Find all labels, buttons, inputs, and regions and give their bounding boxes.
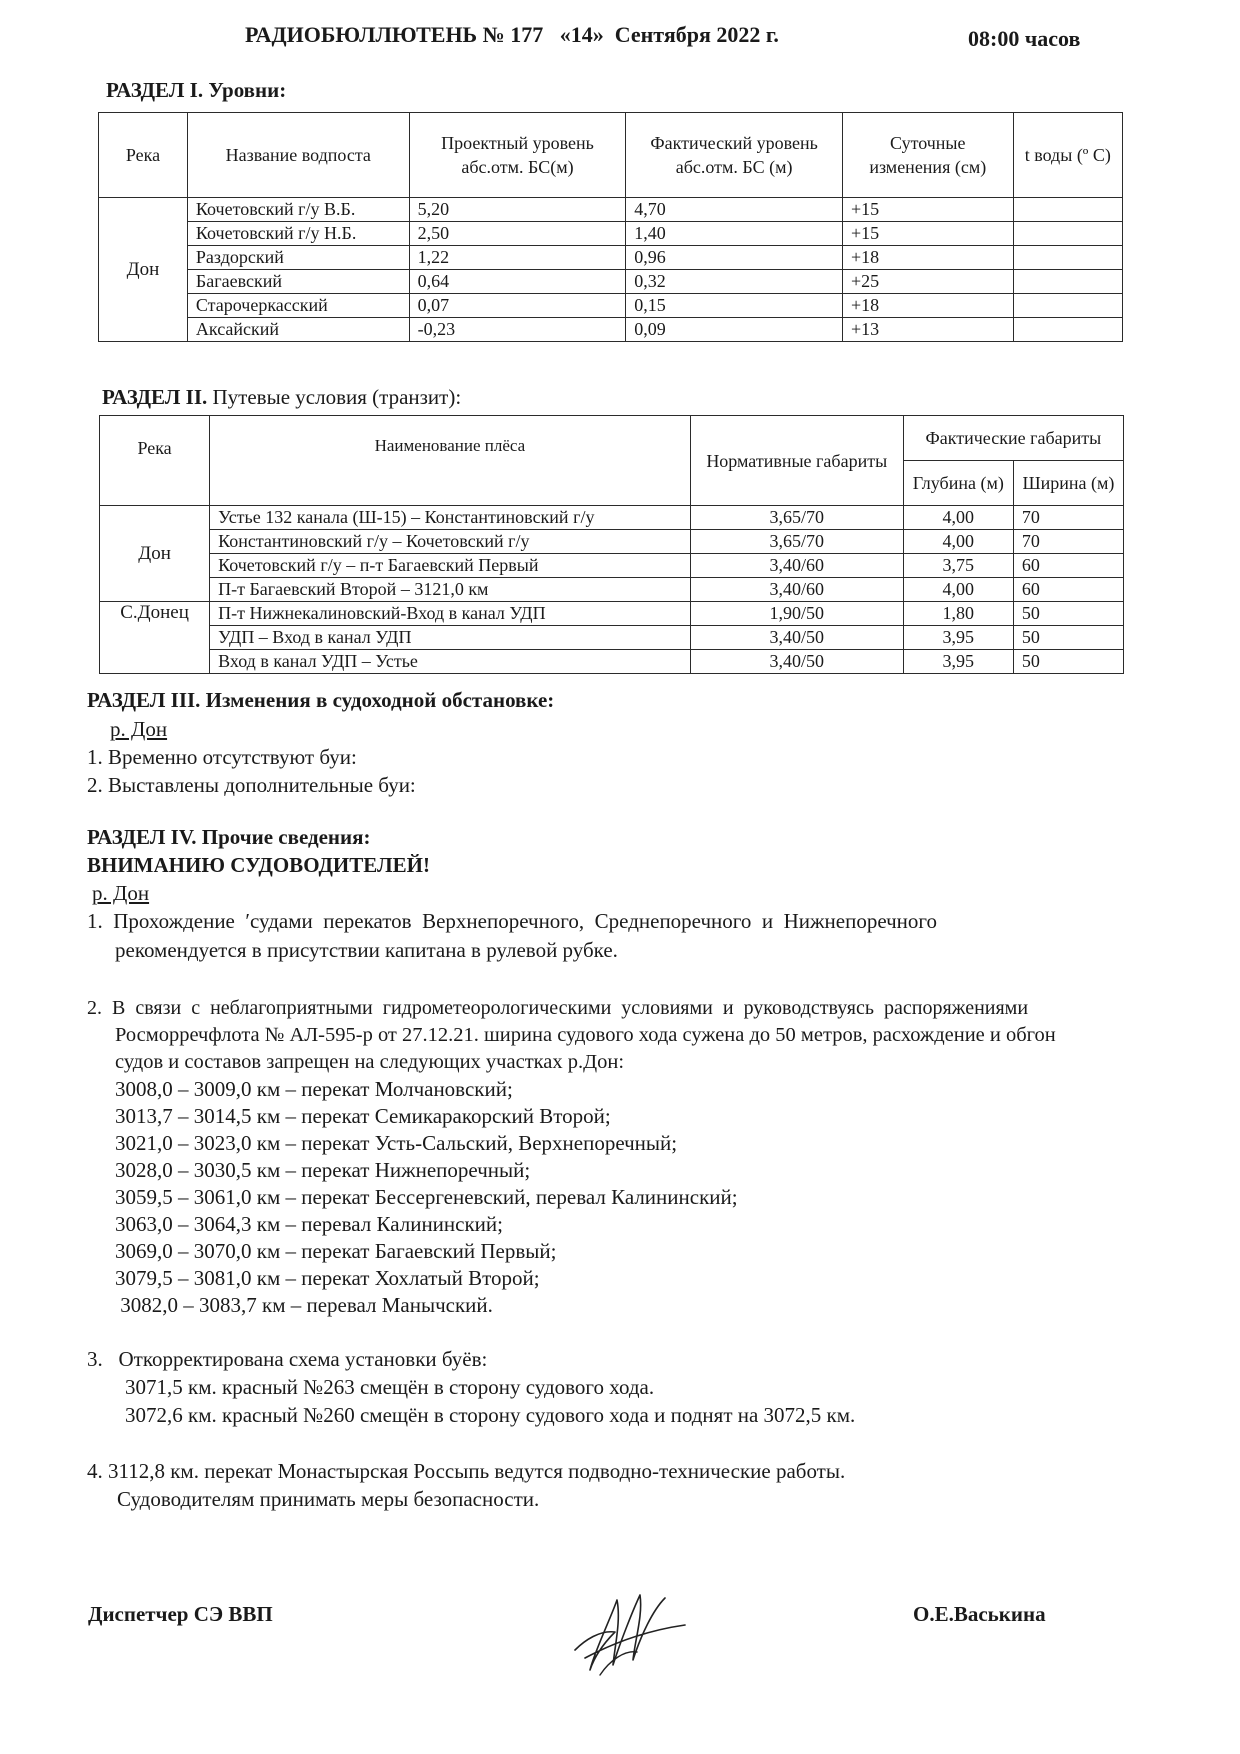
bulletin-title: РАДИОБЮЛЛЮТЕНЬ № 177 «14» Сентября 2022 г. [245, 22, 779, 47]
design-level: 5,20 [409, 198, 626, 222]
table-row [100, 602, 1124, 626]
section4-title: РАЗДЕЛ IV. Прочие сведения: [87, 825, 371, 849]
col-reach: Наименование плёса [210, 416, 691, 506]
river-cell: Дон [100, 506, 210, 602]
item1-line1: 1. Прохождение ʹсудами перекатов Верхнепоречного, Среднепоречного и Нижнепоречного [87, 909, 938, 933]
actual-width: 50 [1013, 602, 1123, 626]
normative-dims: 1,90/50 [690, 602, 903, 626]
table-row [99, 318, 1123, 342]
gauge-name: Кочетовский г/у Н.Б. [187, 222, 409, 246]
actual-width: 70 [1013, 530, 1123, 554]
gauge-name: Старочеркасский [187, 294, 409, 318]
item2-line2: Росморречфлота № АЛ-595-р от 27.12.21. ширина судового хода сужена до 50 метров, расхождение и обгон [115, 1024, 1056, 1046]
table-row [99, 270, 1123, 294]
actual-width: 60 [1013, 554, 1123, 578]
reach-name: П-т Багаевский Второй – 3121,0 км [210, 578, 691, 602]
gauge-name: Аксайский [187, 318, 409, 342]
item2-line3: судов и составов запрещен на следующих участках р.Дон: [115, 1051, 625, 1073]
col-design-level: Проектный уровень абс.отм. БС(м) [409, 113, 626, 198]
item4-line1: 4. 3112,8 км. перекат Монастырская Россыпь ведутся подводно-технические работы. [87, 1459, 846, 1483]
reach-name: Константиновский г/у – Кочетовский г/у [210, 530, 691, 554]
reach-name: П-т Нижнекалиновский-Вход в канал УДП [210, 602, 691, 626]
restricted-sections-list [115, 1076, 738, 1319]
item1-line2: рекомендуется в присутствии капитана в рулевой рубке. [115, 938, 618, 962]
reach-name: УДП – Вход в канал УДП [210, 626, 691, 650]
section2-title-bold: РАЗДЕЛ II. [102, 385, 208, 409]
col-depth: Глубина (м) [903, 461, 1013, 506]
item4-line2: Судоводителям принимать меры безопасности. [117, 1487, 540, 1511]
daily-change: +15 [842, 222, 1013, 246]
item3-line2: 3071,5 км. красный №263 смещён в сторону судового хода. [125, 1375, 655, 1399]
list-item: 3082,0 – 3083,7 км – перевал Манычский. [115, 1293, 493, 1317]
actual-level: 0,09 [626, 318, 843, 342]
normative-dims: 3,40/50 [690, 650, 903, 674]
design-level: 0,07 [409, 294, 626, 318]
col-actual-level: Фактический уровень абс.отм. БС (м) [626, 113, 843, 198]
normative-dims: 3,40/50 [690, 626, 903, 650]
col-river: Река [100, 416, 210, 506]
table-row [100, 530, 1124, 554]
table-row [100, 626, 1124, 650]
section4-river: р. Дон [92, 881, 150, 905]
list-item: 3021,0 – 3023,0 км – перекат Усть-Сальский, Верхнепоречный; [115, 1131, 678, 1155]
actual-depth: 4,00 [903, 578, 1013, 602]
col-water-temp: t воды (º С) [1013, 113, 1122, 198]
daily-change: +13 [842, 318, 1013, 342]
list-item: 3059,5 – 3061,0 км – перекат Бессергеневский, перевал Калининский; [115, 1185, 738, 1209]
reach-name: Кочетовский г/у – п-т Багаевский Первый [210, 554, 691, 578]
river-cell: С.Донец [100, 602, 210, 674]
section3-item-1: 1. Временно отсутствуют буи: [87, 745, 357, 769]
section3-item-2: 2. Выставлены дополнительные буи: [87, 773, 416, 797]
design-level: 1,22 [409, 246, 626, 270]
transit-header-row [100, 416, 1124, 461]
design-level: 2,50 [409, 222, 626, 246]
actual-width: 70 [1013, 506, 1123, 530]
col-river: Река [99, 113, 188, 198]
design-level: -0,23 [409, 318, 626, 342]
actual-level: 4,70 [626, 198, 843, 222]
gauge-name: Кочетовский г/у В.Б. [187, 198, 409, 222]
design-level: 0,64 [409, 270, 626, 294]
actual-level: 0,32 [626, 270, 843, 294]
section1-title: РАЗДЕЛ I. Уровни: [106, 78, 287, 102]
list-item: 3079,5 – 3081,0 км – перекат Хохлатый Второй; [115, 1266, 540, 1290]
list-item: 3013,7 – 3014,5 км – перекат Семикаракорский Второй; [115, 1104, 611, 1128]
normative-dims: 3,65/70 [690, 530, 903, 554]
actual-level: 1,40 [626, 222, 843, 246]
dispatcher-name: О.Е.Васькина [913, 1602, 1046, 1626]
reach-name: Вход в канал УДП – Устье [210, 650, 691, 674]
water-temp [1013, 222, 1122, 246]
signature-icon [555, 1580, 695, 1690]
transit-table [99, 415, 1124, 674]
water-temp [1013, 318, 1122, 342]
list-item: 3028,0 – 3030,5 км – перекат Нижнепоречный; [115, 1158, 531, 1182]
gauge-name: Раздорский [187, 246, 409, 270]
list-item: 3008,0 – 3009,0 км – перекат Молчановский; [115, 1077, 513, 1101]
reach-name: Устье 132 канала (Ш-15) – Константиновский г/у [210, 506, 691, 530]
actual-depth: 3,75 [903, 554, 1013, 578]
table-row [100, 650, 1124, 674]
daily-change: +15 [842, 198, 1013, 222]
normative-dims: 3,40/60 [690, 554, 903, 578]
normative-dims: 3,40/60 [690, 578, 903, 602]
daily-change: +18 [842, 294, 1013, 318]
table-row [99, 294, 1123, 318]
water-temp [1013, 294, 1122, 318]
col-daily-change: Суточные изменения (см) [842, 113, 1013, 198]
table-row [99, 246, 1123, 270]
river-cell: Дон [99, 198, 188, 342]
levels-table [98, 112, 1123, 342]
section3-river: р. Дон [110, 717, 168, 741]
table-row [100, 578, 1124, 602]
section2-title [102, 385, 461, 410]
gauge-name: Багаевский [187, 270, 409, 294]
actual-depth: 1,80 [903, 602, 1013, 626]
actual-depth: 4,00 [903, 530, 1013, 554]
bulletin-time: 08:00 часов [968, 26, 1081, 51]
attention-heading: ВНИМАНИЮ СУДОВОДИТЕЛЕЙ! [87, 853, 430, 877]
list-item: 3069,0 – 3070,0 км – перекат Багаевский Первый; [115, 1239, 557, 1263]
daily-change: +25 [842, 270, 1013, 294]
actual-width: 60 [1013, 578, 1123, 602]
table-row [99, 198, 1123, 222]
normative-dims: 3,65/70 [690, 506, 903, 530]
section3-title: РАЗДЕЛ III. Изменения в судоходной обстановке: [87, 688, 555, 712]
levels-header-row [99, 113, 1123, 198]
section2-title-rest: Путевые условия (транзит): [207, 385, 462, 409]
water-temp [1013, 270, 1122, 294]
daily-change: +18 [842, 246, 1013, 270]
col-gauge-name: Название водпоста [187, 113, 409, 198]
col-width: Ширина (м) [1013, 461, 1123, 506]
actual-depth: 3,95 [903, 650, 1013, 674]
table-row [100, 506, 1124, 530]
table-row [100, 554, 1124, 578]
actual-width: 50 [1013, 626, 1123, 650]
actual-level: 0,15 [626, 294, 843, 318]
item2-line1: 2. В связи с неблагоприятными гидрометеорологическими условиями и руководствуясь распоряжениями [87, 997, 1029, 1019]
actual-level: 0,96 [626, 246, 843, 270]
item3-line1: 3. Откорректирована схема установки буёв: [87, 1347, 488, 1371]
dispatcher-title: Диспетчер СЭ ВВП [88, 1602, 273, 1626]
actual-width: 50 [1013, 650, 1123, 674]
actual-depth: 4,00 [903, 506, 1013, 530]
col-actual-dims: Фактические габариты [903, 416, 1123, 461]
actual-depth: 3,95 [903, 626, 1013, 650]
list-item: 3063,0 – 3064,3 км – перевал Калининский; [115, 1212, 503, 1236]
item3-line3: 3072,6 км. красный №260 смещён в сторону судового хода и поднят на 3072,5 км. [125, 1403, 856, 1427]
col-normative: Нормативные габариты [690, 416, 903, 506]
water-temp [1013, 198, 1122, 222]
water-temp [1013, 246, 1122, 270]
table-row [99, 222, 1123, 246]
